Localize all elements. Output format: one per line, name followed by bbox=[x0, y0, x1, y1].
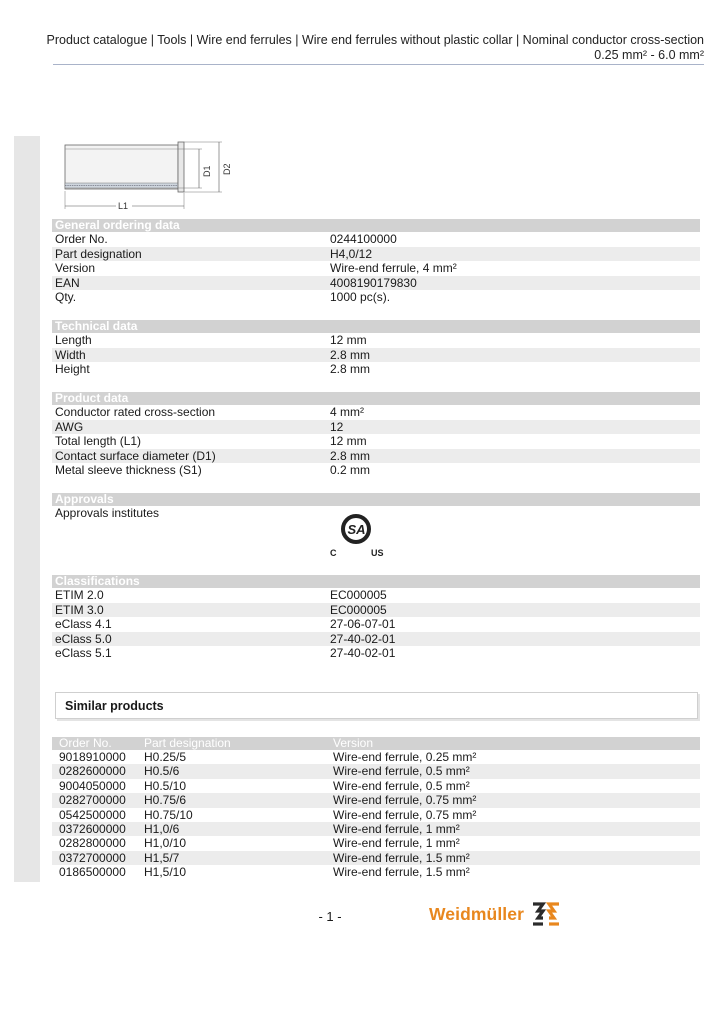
table-row bbox=[52, 865, 700, 879]
cell-order-no: 0372600000 bbox=[59, 821, 126, 836]
cell-version: Wire-end ferrule, 0.75 mm² bbox=[333, 793, 477, 808]
row-value: 27-40-02-01 bbox=[330, 631, 396, 646]
row-label: ETIM 3.0 bbox=[55, 602, 104, 617]
row-label: Metal sleeve thickness (S1) bbox=[55, 463, 202, 477]
table-row bbox=[52, 793, 700, 807]
breadcrumb-line-2: 0.25 mm² - 6.0 mm² bbox=[594, 48, 704, 62]
cell-version: Wire-end ferrule, 0.5 mm² bbox=[333, 778, 470, 793]
left-margin-bar bbox=[14, 136, 40, 882]
section-title: General ordering data bbox=[52, 219, 700, 232]
row-value: EC000005 bbox=[330, 602, 387, 617]
row-label: Order No. bbox=[55, 232, 108, 246]
data-row bbox=[52, 588, 700, 603]
row-value: 12 mm bbox=[330, 333, 367, 347]
l1-label: L1 bbox=[118, 201, 129, 211]
row-value: 12 mm bbox=[330, 434, 367, 448]
cell-version: Wire-end ferrule, 1.5 mm² bbox=[333, 865, 470, 880]
svg-text:SA: SA bbox=[347, 522, 366, 537]
section-title: Product data bbox=[52, 392, 700, 405]
cell-part: H1,0/6 bbox=[144, 821, 180, 836]
table-row bbox=[52, 836, 700, 850]
row-label: eClass 5.1 bbox=[55, 646, 112, 660]
approvals-row bbox=[52, 506, 700, 558]
csa-c-label: C bbox=[330, 548, 337, 558]
row-value: Wire-end ferrule, 4 mm² bbox=[330, 261, 457, 275]
row-value: 27-40-02-01 bbox=[330, 646, 396, 660]
section-title: Technical data bbox=[52, 320, 700, 333]
row-label: AWG bbox=[55, 419, 84, 434]
breadcrumb-line-1: Product catalogue | Tools | Wire end ferrules | Wire end ferrules without plastic collar | Nominal conductor cross-section bbox=[46, 33, 704, 47]
brand-name: Weidmüller bbox=[429, 903, 525, 924]
row-label: Height bbox=[55, 362, 90, 376]
cell-part: H0.5/10 bbox=[144, 778, 187, 793]
section-title: Approvals bbox=[52, 493, 700, 506]
row-label: Conductor rated cross-section bbox=[55, 405, 216, 419]
data-row bbox=[52, 449, 700, 464]
cell-order-no: 9018910000 bbox=[59, 750, 126, 764]
header-part-designation: Part designation bbox=[144, 736, 231, 750]
cell-version: Wire-end ferrule, 0.5 mm² bbox=[333, 764, 470, 779]
cell-part: H1,5/10 bbox=[144, 865, 187, 880]
row-value: 4 mm² bbox=[330, 405, 364, 419]
row-label: eClass 5.0 bbox=[55, 631, 112, 646]
header-version: Version bbox=[333, 736, 374, 750]
cell-version: Wire-end ferrule, 1 mm² bbox=[333, 836, 460, 851]
data-row bbox=[52, 348, 700, 363]
cell-order-no: 0372700000 bbox=[59, 850, 126, 865]
row-value: 2.8 mm bbox=[330, 448, 371, 463]
cell-version: Wire-end ferrule, 1 mm² bbox=[333, 821, 460, 836]
csa-us-label: US bbox=[371, 548, 384, 558]
row-value: 2.8 mm bbox=[330, 362, 371, 376]
header-divider bbox=[53, 64, 704, 65]
cell-version: Wire-end ferrule, 1.5 mm² bbox=[333, 850, 470, 865]
cell-version: Wire-end ferrule, 0.75 mm² bbox=[333, 807, 477, 822]
cell-part: H0.75/10 bbox=[144, 807, 193, 822]
cell-part: H1,5/7 bbox=[144, 850, 180, 865]
data-row bbox=[52, 276, 700, 291]
cell-order-no: 9004050000 bbox=[59, 778, 126, 793]
cell-part: H0.5/6 bbox=[144, 764, 180, 779]
similar-products-heading: Similar products bbox=[55, 692, 698, 719]
row-label: Approvals institutes bbox=[55, 506, 160, 520]
row-label: EAN bbox=[55, 275, 80, 290]
ferrule-dimension-drawing bbox=[52, 137, 232, 217]
table-row bbox=[52, 851, 700, 865]
technical-data bbox=[52, 320, 700, 377]
breadcrumb bbox=[44, 33, 704, 63]
row-value: H4,0/12 bbox=[330, 246, 373, 261]
row-label: Version bbox=[55, 261, 96, 275]
row-label: Qty. bbox=[55, 290, 77, 304]
data-row bbox=[52, 646, 700, 661]
data-row bbox=[52, 290, 700, 305]
table-row bbox=[52, 822, 700, 836]
table-row bbox=[52, 764, 700, 778]
cell-order-no: 0282600000 bbox=[59, 764, 126, 779]
classifications bbox=[52, 575, 700, 661]
row-value: 27-06-07-01 bbox=[330, 617, 396, 631]
d1-label: D1 bbox=[202, 165, 212, 177]
row-value: 1000 pc(s). bbox=[330, 290, 391, 304]
row-value: 4008190179830 bbox=[330, 275, 417, 290]
table-row bbox=[52, 808, 700, 822]
cell-part: H0.25/5 bbox=[144, 750, 187, 764]
data-row bbox=[52, 362, 700, 377]
row-value: 0.2 mm bbox=[330, 463, 371, 477]
row-label: Part designation bbox=[55, 246, 142, 261]
data-row bbox=[52, 434, 700, 449]
d2-label: D2 bbox=[222, 163, 232, 175]
row-label: Width bbox=[55, 347, 86, 362]
table-header bbox=[52, 737, 700, 750]
weidmueller-symbol-icon bbox=[531, 901, 561, 927]
data-row bbox=[52, 420, 700, 435]
cell-order-no: 0282800000 bbox=[59, 836, 126, 851]
row-label: Contact surface diameter (D1) bbox=[55, 448, 216, 463]
page-number: - 1 - bbox=[318, 909, 342, 924]
table-row bbox=[52, 779, 700, 793]
data-row bbox=[52, 603, 700, 618]
weidmueller-logo bbox=[429, 899, 561, 929]
row-value: 2.8 mm bbox=[330, 347, 371, 362]
row-label: ETIM 2.0 bbox=[55, 588, 104, 602]
data-row bbox=[52, 405, 700, 420]
section-title: Classifications bbox=[52, 575, 700, 588]
row-label: Total length (L1) bbox=[55, 434, 142, 448]
approvals bbox=[52, 493, 700, 558]
header-order-no: Order No. bbox=[59, 736, 112, 750]
csa-certification-icon bbox=[329, 508, 389, 560]
row-value: 12 bbox=[330, 419, 344, 434]
row-label: eClass 4.1 bbox=[55, 617, 112, 631]
cell-part: H0.75/6 bbox=[144, 793, 187, 808]
cell-order-no: 0542500000 bbox=[59, 807, 126, 822]
table-row bbox=[52, 750, 700, 764]
data-row bbox=[52, 333, 700, 348]
data-row bbox=[52, 261, 700, 276]
cell-order-no: 0282700000 bbox=[59, 793, 126, 808]
cell-order-no: 0186500000 bbox=[59, 865, 126, 880]
row-value: EC000005 bbox=[330, 588, 387, 602]
data-row bbox=[52, 617, 700, 632]
row-label: Length bbox=[55, 333, 92, 347]
cell-part: H1,0/10 bbox=[144, 836, 187, 851]
cell-version: Wire-end ferrule, 0.25 mm² bbox=[333, 750, 477, 764]
data-row bbox=[52, 463, 700, 478]
data-row bbox=[52, 632, 700, 647]
product-data bbox=[52, 392, 700, 478]
data-row bbox=[52, 232, 700, 247]
similar-products-table bbox=[52, 737, 700, 880]
data-row bbox=[52, 247, 700, 262]
row-value: 0244100000 bbox=[330, 232, 397, 246]
general-ordering-data bbox=[52, 219, 700, 305]
